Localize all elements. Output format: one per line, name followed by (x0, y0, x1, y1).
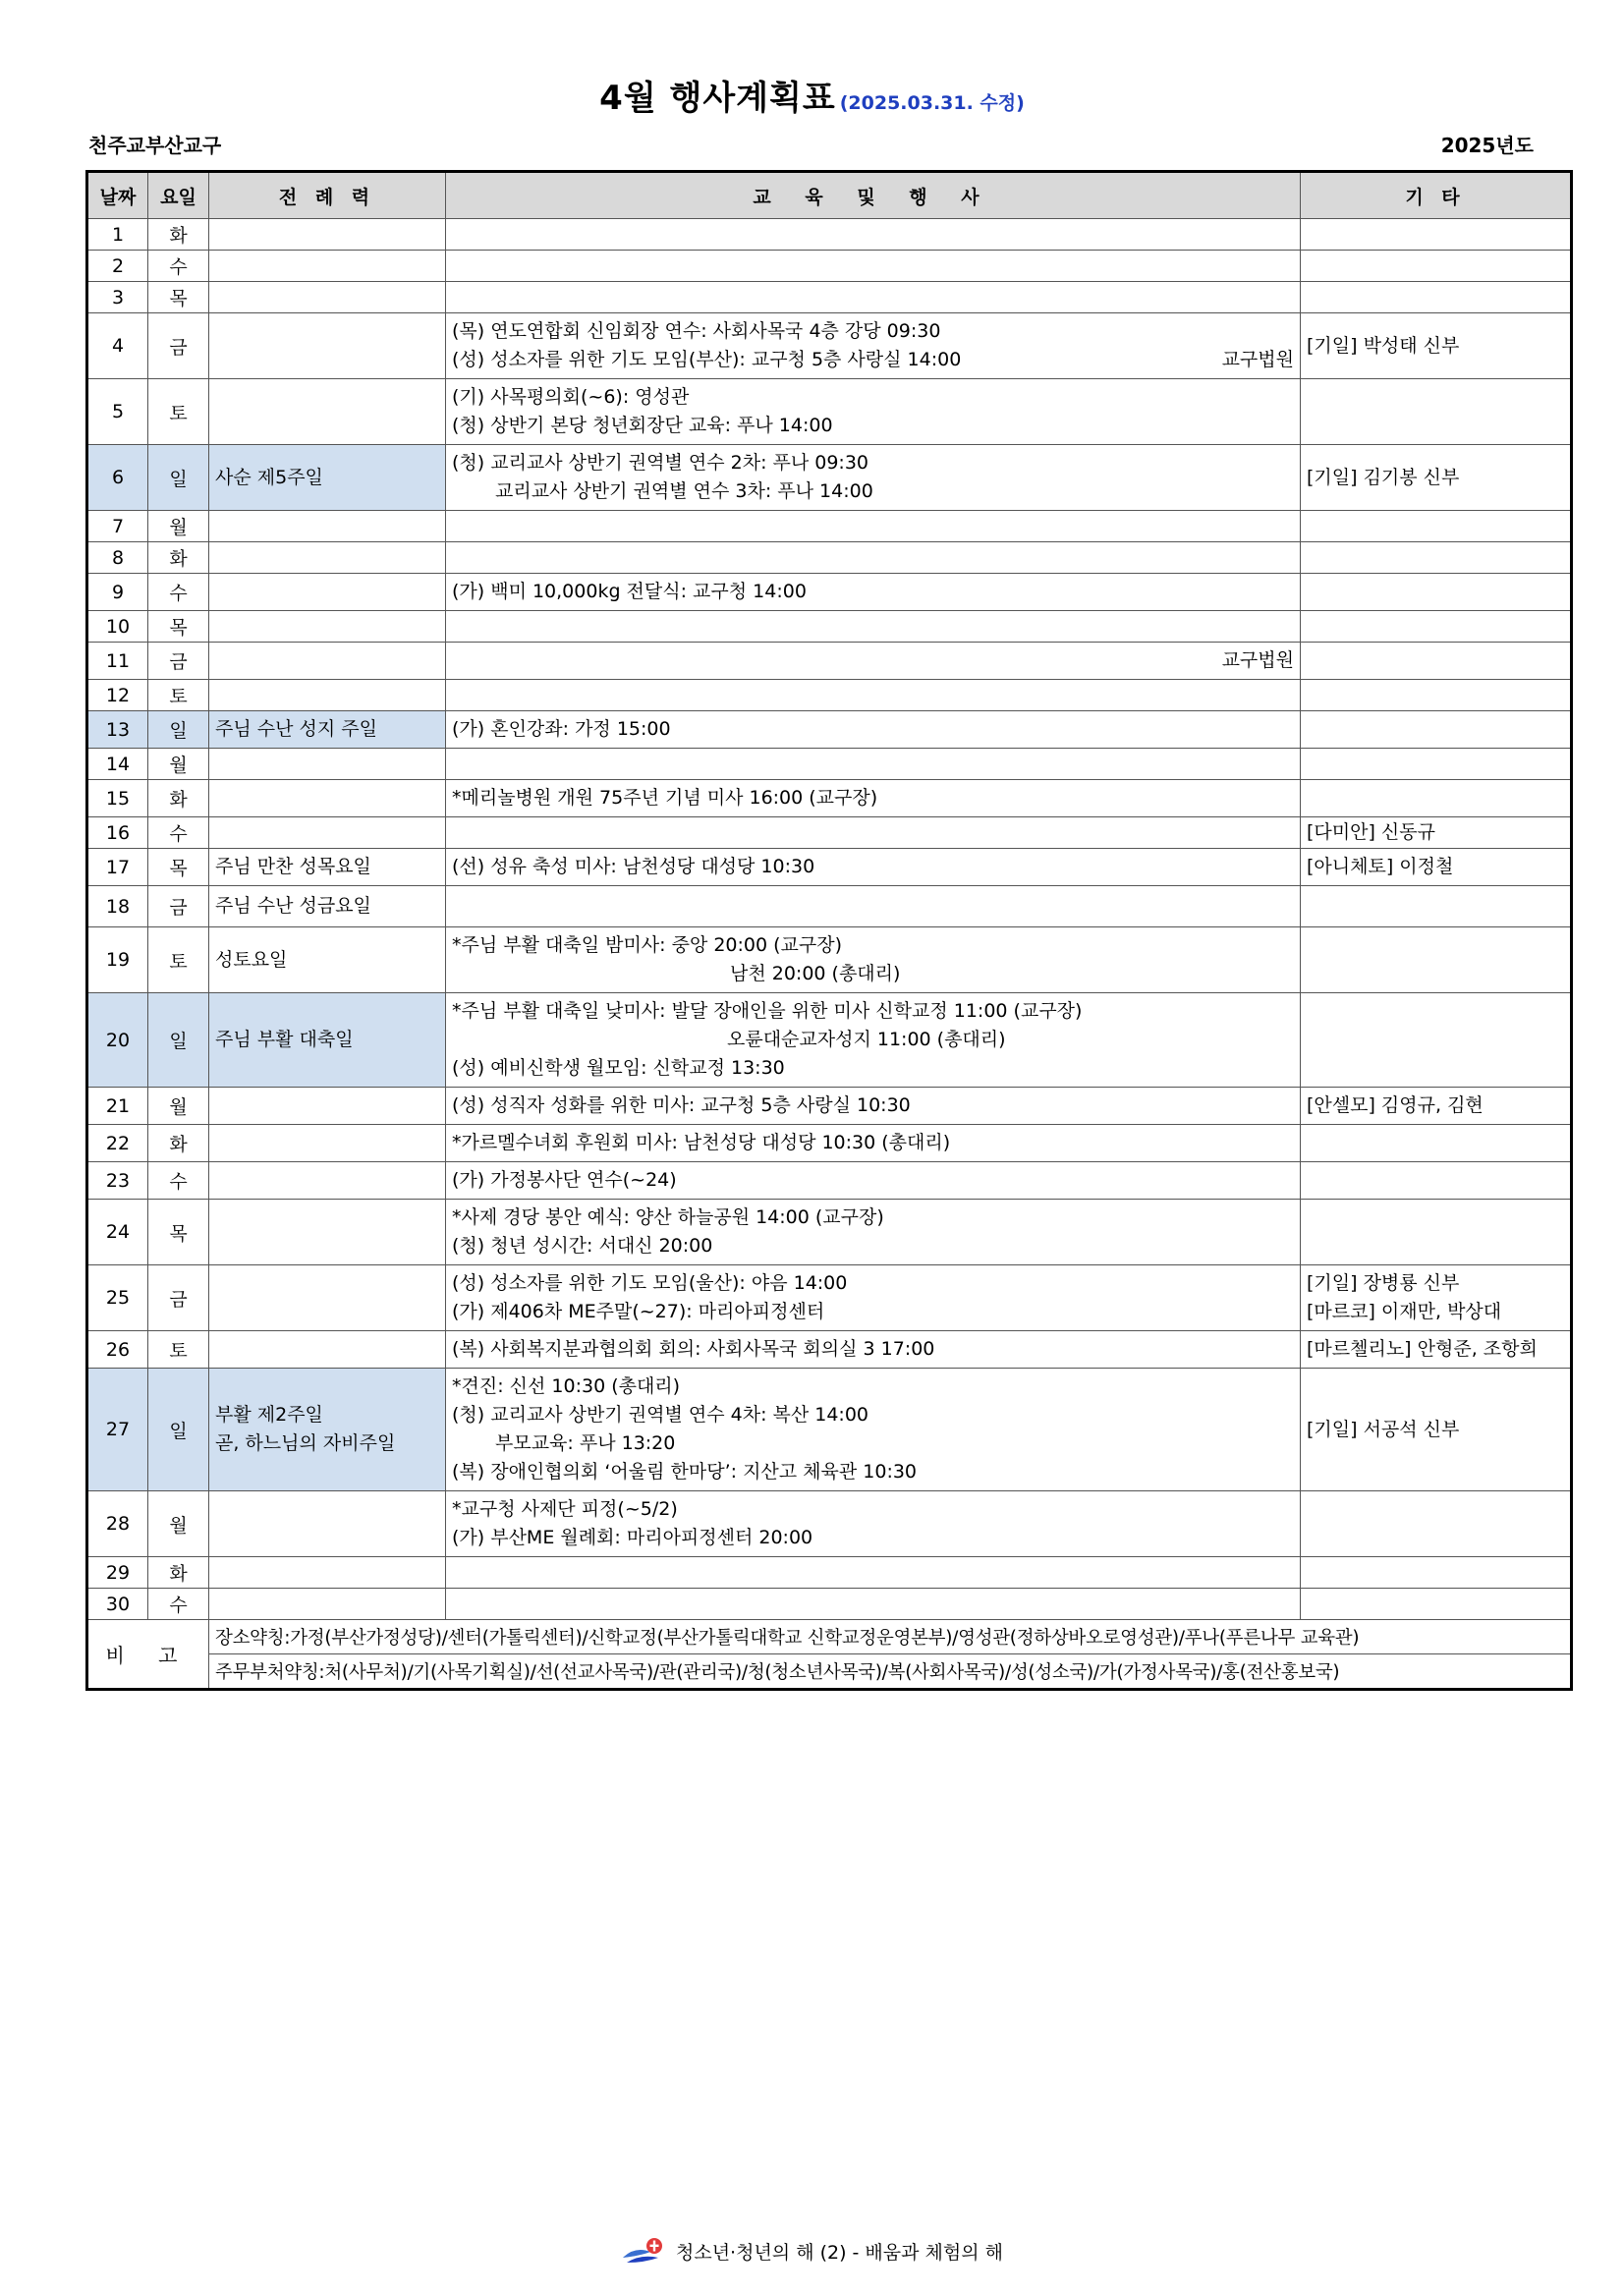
table-row (87, 1589, 1572, 1620)
table-row (87, 711, 1572, 749)
event-line (452, 1269, 1294, 1298)
event-text: (성) 성직자 성화를 위한 미사: 교구청 5층 사랑실 10:30 (452, 1094, 911, 1116)
event-right-note: 교구법원 (1221, 649, 1294, 671)
day-cell: 토 (148, 680, 209, 711)
event-line (452, 1524, 1294, 1552)
day-cell: 수 (148, 1162, 209, 1200)
etc-cell (1301, 445, 1572, 511)
event-text: *주님 부활 대축일 밤미사: 중앙 20:00 (교구장) (452, 934, 843, 956)
events-cell (446, 574, 1301, 611)
liturgy-line: 부활 제2주일 (215, 1404, 323, 1426)
event-text: *교구청 사제단 피정(~5/2) (452, 1498, 678, 1520)
table-row (87, 445, 1572, 511)
liturgy-cell (209, 313, 446, 379)
etc-cell (1301, 1331, 1572, 1369)
etc-line: [마르코] 이재만, 박상대 (1307, 1301, 1502, 1322)
events-cell (446, 780, 1301, 817)
etc-cell (1301, 643, 1572, 680)
events-cell (446, 1200, 1301, 1265)
event-line (452, 1026, 1294, 1054)
header-etc: 기 타 (1301, 172, 1572, 219)
event-line (452, 1372, 1294, 1401)
liturgy-cell (209, 542, 446, 574)
table-row (87, 886, 1572, 927)
etc-line: [마르첼리노] 안형준, 조항희 (1307, 1338, 1538, 1360)
liturgy-cell (209, 379, 446, 445)
header-events: 교 육 및 행 사 (446, 172, 1301, 219)
events-cell (446, 993, 1301, 1088)
date-cell: 7 (87, 511, 148, 542)
date-cell: 21 (87, 1088, 148, 1125)
event-line (452, 1298, 1294, 1326)
liturgy-cell (209, 1200, 446, 1265)
event-text: (가) 혼인강좌: 가정 15:00 (452, 718, 671, 740)
table-row (87, 1369, 1572, 1491)
table-row (87, 379, 1572, 445)
day-cell: 금 (148, 886, 209, 927)
date-cell: 16 (87, 817, 148, 849)
date-cell: 11 (87, 643, 148, 680)
event-line (452, 960, 1294, 988)
event-text: (복) 사회복지분과협의회 회의: 사회사목국 회의실 3 17:00 (452, 1338, 935, 1360)
event-line (452, 997, 1294, 1026)
event-text: 오륜대순교자성지 11:00 (총대리) (727, 1029, 1006, 1050)
header-date: 날짜 (87, 172, 148, 219)
day-cell: 토 (148, 379, 209, 445)
event-text: *견진: 신선 10:30 (총대리) (452, 1375, 681, 1397)
etc-cell (1301, 680, 1572, 711)
event-text: (청) 청년 성시간: 서대신 20:00 (452, 1235, 713, 1257)
etc-cell (1301, 1200, 1572, 1265)
liturgy-cell: 주님 수난 성지 주일 (209, 711, 446, 749)
event-text: 교리교사 상반기 권역별 연수 3차: 푸나 14:00 (495, 480, 873, 502)
liturgy-line: 곧, 하느님의 자비주일 (215, 1432, 396, 1454)
etc-cell (1301, 993, 1572, 1088)
event-text: (성) 성소자를 위한 기도 모임(울산): 야음 14:00 (452, 1272, 848, 1294)
liturgy-cell: 성토요일 (209, 927, 446, 993)
liturgy-cell (209, 1265, 446, 1331)
liturgy-cell (209, 511, 446, 542)
table-row (87, 1491, 1572, 1557)
date-cell: 12 (87, 680, 148, 711)
events-cell (446, 511, 1301, 542)
etc-cell (1301, 511, 1572, 542)
liturgy-cell (209, 1369, 446, 1491)
event-right-note: 교구법원 (1221, 349, 1294, 370)
etc-cell (1301, 749, 1572, 780)
etc-line: [기일] 박성태 신부 (1307, 334, 1460, 357)
table-row (87, 749, 1572, 780)
date-cell: 23 (87, 1162, 148, 1200)
notes-label: 비 고 (87, 1620, 209, 1690)
day-cell: 월 (148, 749, 209, 780)
liturgy-cell (209, 817, 446, 849)
etc-cell (1301, 282, 1572, 313)
etc-line: [기일] 장병룡 신부 (1307, 1272, 1460, 1294)
etc-cell (1301, 849, 1572, 886)
table-row (87, 313, 1572, 379)
event-text: (청) 교리교사 상반기 권역별 연수 4차: 복산 14:00 (452, 1404, 869, 1426)
etc-cell (1301, 1088, 1572, 1125)
table-row (87, 927, 1572, 993)
day-cell: 수 (148, 574, 209, 611)
event-line (452, 1204, 1294, 1232)
event-text: (목) 연도연합회 신임회장 연수: 사회사목국 4층 강당 09:30 (452, 320, 941, 342)
event-text: (가) 가정봉사단 연수(~24) (452, 1169, 677, 1191)
day-cell: 화 (148, 219, 209, 251)
revision-date: (2025.03.31. 수정) (839, 92, 1025, 114)
event-text: (청) 교리교사 상반기 권역별 연수 2차: 푸나 09:30 (452, 452, 869, 474)
day-cell: 일 (148, 445, 209, 511)
table-row (87, 1557, 1572, 1589)
table-row (87, 1125, 1572, 1162)
etc-cell (1301, 1369, 1572, 1491)
liturgy-cell (209, 780, 446, 817)
event-text: (기) 사목평의회(~6): 영성관 (452, 386, 690, 408)
table-row (87, 511, 1572, 542)
liturgy-cell (209, 1557, 446, 1589)
date-cell: 8 (87, 542, 148, 574)
liturgy-cell (209, 574, 446, 611)
day-cell: 토 (148, 927, 209, 993)
day-cell: 토 (148, 1331, 209, 1369)
date-cell: 26 (87, 1331, 148, 1369)
etc-cell (1301, 313, 1572, 379)
date-cell: 29 (87, 1557, 148, 1589)
etc-line: [기일] 서공석 신부 (1307, 1418, 1460, 1440)
date-cell: 19 (87, 927, 148, 993)
events-cell (446, 886, 1301, 927)
etc-cell (1301, 574, 1572, 611)
events-cell (446, 1589, 1301, 1620)
day-cell: 월 (148, 1491, 209, 1557)
etc-cell (1301, 219, 1572, 251)
day-cell: 화 (148, 780, 209, 817)
day-cell: 금 (148, 313, 209, 379)
etc-cell (1301, 1162, 1572, 1200)
events-cell (446, 282, 1301, 313)
etc-cell (1301, 1557, 1572, 1589)
liturgy-cell (209, 643, 446, 680)
event-line (452, 784, 1294, 812)
date-cell: 22 (87, 1125, 148, 1162)
table-row (87, 849, 1572, 886)
table-row (87, 817, 1572, 849)
liturgy-cell (209, 1162, 446, 1200)
date-cell: 27 (87, 1369, 148, 1491)
day-cell: 일 (148, 993, 209, 1088)
liturgy-cell (209, 1125, 446, 1162)
day-cell: 월 (148, 1088, 209, 1125)
event-line (452, 1232, 1294, 1260)
footer (0, 2236, 1624, 2270)
event-line (452, 1495, 1294, 1524)
event-text: (성) 성소자를 위한 기도 모임(부산): 교구청 5층 사랑실 14:00 (452, 349, 962, 370)
day-cell: 화 (148, 542, 209, 574)
event-text: (가) 부산ME 월례회: 마리아피정센터 20:00 (452, 1527, 813, 1548)
etc-line: [다미안] 신동규 (1307, 821, 1435, 843)
liturgy-cell (209, 251, 446, 282)
footer-slogan: 청소년·청년의 해 (2) - 배움과 체험의 해 (675, 2242, 1003, 2264)
table-row (87, 993, 1572, 1088)
table-row (87, 611, 1572, 643)
events-cell (446, 1491, 1301, 1557)
date-cell: 13 (87, 711, 148, 749)
table-row (87, 542, 1572, 574)
event-line (452, 1129, 1294, 1157)
etc-cell (1301, 1491, 1572, 1557)
liturgy-cell (209, 1331, 446, 1369)
day-cell: 목 (148, 1200, 209, 1265)
date-cell: 2 (87, 251, 148, 282)
date-cell: 9 (87, 574, 148, 611)
event-line (452, 1054, 1294, 1083)
event-text: (가) 제406차 ME주말(~27): 마리아피정센터 (452, 1301, 825, 1322)
date-cell: 25 (87, 1265, 148, 1331)
day-cell: 화 (148, 1557, 209, 1589)
table-row (87, 1162, 1572, 1200)
date-cell: 4 (87, 313, 148, 379)
table-row (87, 574, 1572, 611)
events-cell (446, 219, 1301, 251)
day-cell: 금 (148, 643, 209, 680)
events-cell (446, 1088, 1301, 1125)
event-line (452, 383, 1294, 412)
diocese-logo-icon (621, 2236, 668, 2270)
event-text: *사제 경당 봉안 예식: 양산 하늘공원 14:00 (교구장) (452, 1206, 884, 1228)
events-cell (446, 445, 1301, 511)
notes-places: 장소약칭:가정(부산가정성당)/센터(가톨릭센터)/신학교정(부산가톨릭대학교 신학교정운영본부)/영성관(정하상바오로영성관)/푸나(푸른나무 교육관) (209, 1620, 1572, 1654)
day-cell: 수 (148, 817, 209, 849)
date-cell: 3 (87, 282, 148, 313)
events-cell (446, 643, 1301, 680)
table-row (87, 219, 1572, 251)
event-text: (복) 장애인협의회 ‘어울림 한마당’: 지산고 체육관 10:30 (452, 1461, 918, 1483)
day-cell: 일 (148, 1369, 209, 1491)
event-line (452, 1429, 1294, 1458)
event-line (452, 317, 1294, 346)
liturgy-cell (209, 282, 446, 313)
events-cell (446, 680, 1301, 711)
event-text: (청) 상반기 본당 청년회장단 교육: 푸나 14:00 (452, 415, 833, 436)
etc-line: [기일] 김기봉 신부 (1307, 466, 1460, 488)
liturgy-cell (209, 1088, 446, 1125)
event-text: 남천 20:00 (총대리) (730, 963, 901, 984)
table-row (87, 643, 1572, 680)
event-line (452, 1166, 1294, 1195)
date-cell: 15 (87, 780, 148, 817)
etc-line: [안셀모] 김영규, 김현 (1307, 1094, 1484, 1116)
day-cell: 목 (148, 282, 209, 313)
liturgy-cell (209, 611, 446, 643)
event-text: 부모교육: 푸나 13:20 (495, 1432, 676, 1454)
day-cell: 화 (148, 1125, 209, 1162)
date-cell: 6 (87, 445, 148, 511)
etc-cell (1301, 1125, 1572, 1162)
page-title-block (0, 71, 1624, 119)
day-cell: 목 (148, 849, 209, 886)
etc-cell (1301, 711, 1572, 749)
event-line (452, 853, 1294, 881)
liturgy-cell: 주님 수난 성금요일 (209, 886, 446, 927)
date-cell: 20 (87, 993, 148, 1088)
etc-cell (1301, 817, 1572, 849)
date-cell: 10 (87, 611, 148, 643)
liturgy-cell (209, 680, 446, 711)
event-line (452, 412, 1294, 440)
date-cell: 24 (87, 1200, 148, 1265)
day-cell: 일 (148, 711, 209, 749)
event-text: *가르멜수녀회 후원회 미사: 남천성당 대성당 10:30 (총대리) (452, 1132, 951, 1153)
etc-cell (1301, 611, 1572, 643)
liturgy-cell: 주님 부활 대축일 (209, 993, 446, 1088)
events-cell (446, 817, 1301, 849)
events-cell (446, 1125, 1301, 1162)
etc-cell (1301, 780, 1572, 817)
day-cell: 수 (148, 1589, 209, 1620)
date-cell: 30 (87, 1589, 148, 1620)
date-cell: 18 (87, 886, 148, 927)
events-cell (446, 542, 1301, 574)
etc-cell (1301, 886, 1572, 927)
event-line (452, 1458, 1294, 1486)
notes-depts: 주무부처약칭:처(사무처)/기(사목기획실)/선(선교사목국)/관(관리국)/청(청소년사목국)/복(사회사목국)/성(성소국)/가(가정사목국)/홍(전산홍보국) (209, 1654, 1572, 1690)
table-row (87, 1265, 1572, 1331)
day-cell: 목 (148, 611, 209, 643)
liturgy-cell: 사순 제5주일 (209, 445, 446, 511)
event-line (452, 931, 1294, 960)
etc-cell (1301, 542, 1572, 574)
day-cell: 월 (148, 511, 209, 542)
page-title: 4월 행사계획표 (599, 79, 836, 118)
liturgy-cell (209, 219, 446, 251)
event-line (452, 715, 1294, 744)
event-line (452, 449, 1294, 477)
events-cell (446, 379, 1301, 445)
date-cell: 28 (87, 1491, 148, 1557)
notes-row-places (87, 1620, 1572, 1654)
table-row (87, 680, 1572, 711)
events-cell (446, 711, 1301, 749)
events-cell (446, 1331, 1301, 1369)
table-row (87, 1331, 1572, 1369)
event-line (452, 1401, 1294, 1429)
event-line (452, 477, 1294, 506)
events-cell (446, 1265, 1301, 1331)
etc-line: [아니체토] 이정철 (1307, 856, 1454, 877)
table-row (87, 251, 1572, 282)
day-cell: 수 (148, 251, 209, 282)
header-liturgy: 전 례 력 (209, 172, 446, 219)
event-text: (성) 예비신학생 월모임: 신학교정 13:30 (452, 1057, 785, 1079)
etc-cell (1301, 1265, 1572, 1331)
event-text: (가) 백미 10,000kg 전달식: 교구청 14:00 (452, 581, 807, 602)
event-text: (선) 성유 축성 미사: 남천성당 대성당 10:30 (452, 856, 815, 877)
events-cell (446, 1162, 1301, 1200)
events-cell (446, 611, 1301, 643)
table-row (87, 780, 1572, 817)
date-cell: 17 (87, 849, 148, 886)
year-label: 2025년도 (1440, 134, 1534, 157)
liturgy-cell (209, 1491, 446, 1557)
organization-name: 천주교부산교구 (88, 134, 222, 157)
table-header-row (87, 172, 1572, 219)
event-line (452, 578, 1294, 606)
events-cell (446, 1557, 1301, 1589)
etc-cell (1301, 379, 1572, 445)
event-line (452, 1092, 1294, 1120)
liturgy-cell: 주님 만찬 성목요일 (209, 849, 446, 886)
event-line (452, 346, 1294, 374)
day-cell: 금 (148, 1265, 209, 1331)
etc-cell (1301, 927, 1572, 993)
date-cell: 1 (87, 219, 148, 251)
schedule-body (87, 219, 1572, 1620)
etc-cell (1301, 251, 1572, 282)
date-cell: 5 (87, 379, 148, 445)
table-row (87, 1200, 1572, 1265)
liturgy-cell (209, 1589, 446, 1620)
event-text: *메리놀병원 개원 75주년 기념 미사 16:00 (교구장) (452, 787, 878, 809)
events-cell (446, 749, 1301, 780)
events-cell (446, 927, 1301, 993)
events-cell (446, 251, 1301, 282)
events-cell (446, 313, 1301, 379)
table-row (87, 1088, 1572, 1125)
header-day: 요일 (148, 172, 209, 219)
etc-cell (1301, 1589, 1572, 1620)
schedule-table (85, 170, 1573, 1691)
table-row (87, 282, 1572, 313)
events-cell (446, 849, 1301, 886)
event-text: *주님 부활 대축일 낮미사: 발달 장애인을 위한 미사 신학교정 11:00 (교구장) (452, 1000, 1083, 1022)
notes-row-depts (87, 1654, 1572, 1690)
date-cell: 14 (87, 749, 148, 780)
events-cell (446, 1369, 1301, 1491)
liturgy-cell (209, 749, 446, 780)
event-line (452, 1335, 1294, 1364)
